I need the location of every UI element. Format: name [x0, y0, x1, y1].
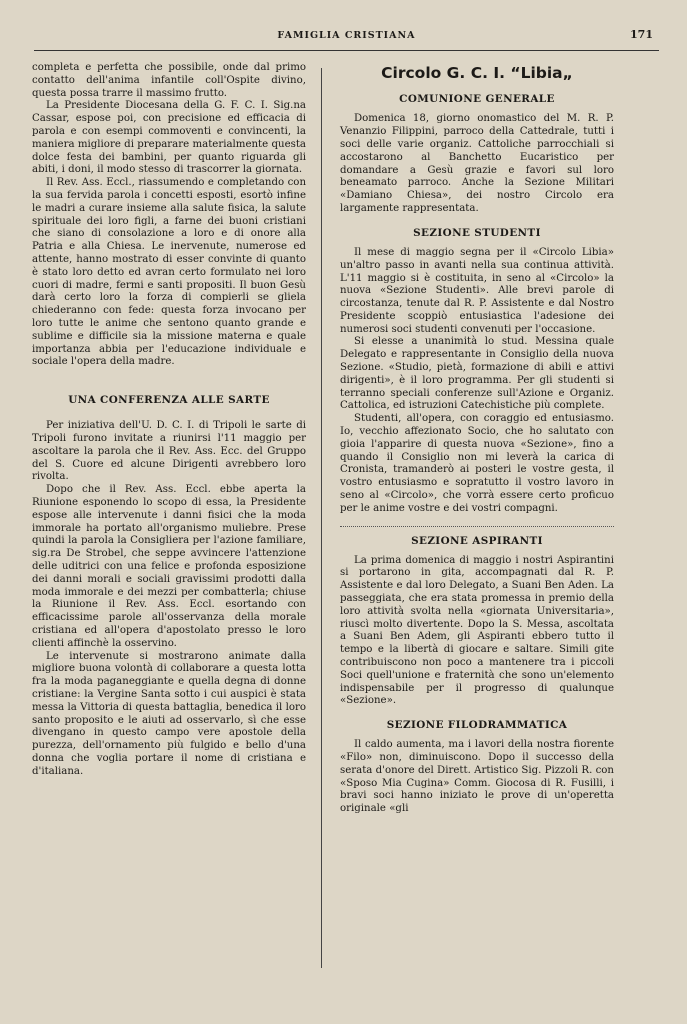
section-heading: SEZIONE STUDENTI	[413, 226, 541, 239]
right-column	[340, 62, 614, 816]
paragraph: Le intervenute si mostrarono animate dalla migliore buona volontà di collaborare a questa lotta fra la moda paganeggiante e quella degna di donne cristiane: la Vergine Santa sotto i cui auspici è stata messa la Vittoria di questa battaglia, benedica il loro santo proposito e le aiuti ad osservarlo, sì che esse divengano in questo campo vere apostole della purezza, dell'ornamento più fulgido e bello d'una donna che voglia portare il nome di cristiana e d'italiana.	[32, 650, 306, 777]
paragraph: Studenti, all'opera, con coraggio ed entusiasmo. Io, vecchio affezionato Socio, che ho salutato con gioia l'apparire di questa nuova «Sezione», fino a quando il Consiglio non mi leverà la carica di Cronista, tramanderò ai posteri le vostre gesta, il vostro entusiasmo e sopratutto il vostro lavoro in seno al «Circolo», che vorrà essere certo proficuo per le anime vostre e dei vostri compagni.	[340, 413, 614, 514]
section-heading: UNA CONFERENZA ALLE SARTE	[68, 394, 270, 407]
section-heading: SEZIONE ASPIRANTI	[411, 534, 543, 547]
left-column	[32, 62, 306, 778]
paragraph: Domenica 18, giorno onomastico del M. R. P. Venanzio Filippini, parroco della Cattedrale, tutti i soci delle varie organiz. Cattoliche parrocchiali si accostarono al Banchetto Eucaristico per domandare a Gesù grazie e favori sul loro beneamato parroco. Anche la Sezione Militari «Damiano Chiesa», dei nostro Circolo era largamente rappresentata.	[340, 113, 614, 215]
paragraph: Per iniziativa dell'U. D. C. I. di Tripoli le sarte di Tripoli furono invitate a riunirsi l'11 maggio per ascoltare la parola che il Rev. Ass. Ecc. del Gruppo del S. Cuore ed alcune Dirigenti avrebbero loro rivolta.	[32, 420, 306, 483]
magazine-title: FAMIGLIA CRISTIANA	[277, 30, 416, 41]
divider	[340, 526, 614, 527]
article-title: Circolo G. C. I. “Libia„	[381, 64, 573, 82]
section-heading: SEZIONE FILODRAMMATICA	[386, 719, 568, 732]
paragraph: La prima domenica di maggio i nostri Aspirantini si portarono in gita, accompagnati dal R. P. Assistente e dal loro Delegato, a Suani Ben Aden. La passeggiata, che era stata promessa in premio della loro attività svolta nella «giornata Universitaria», riuscì molto divertente. Dopo la S. Messa, ascoltata a Suani Ben Adem, gli Aspiranti ebbero tutto il tempo e la libertà di giocare e saltare. Simili gite contribuiscono non poco a mantenere tra i piccoli Soci quell'unione e fraternità che sono un'elemento indispensabile per il progresso di qualunque «Sezione».	[340, 554, 614, 707]
column-divider	[321, 68, 322, 968]
paragraph: Il Rev. Ass. Eccl., riassumendo e completando con la sua fervida parola i concetti esposti, esortò infine le madri a curare insieme alla salute fisica, la salute spirituale dei loro figli, a farne dei buoni cristiani che siano di consolazione a loro e di onore alla Patria e alla Chiesa. Le inervenute, numerose ed attente, hanno mostrato di esser convinte di quanto è stato loro detto ed avran certo formulato nei loro cuori di madre, fermi e santi propositi. Il buon Gesù darà certo loro la forza di compierli se gliela chiederanno con fede: questa forza invocano per loro tutte le anime che sentono quanto grande e sublime e difficile sia la missione materna e quale importanza abbia per l'educazione individuale e sociale l'opera della madre.	[32, 177, 306, 368]
paragraph: completa e perfetta che possibile, onde dal primo contatto dell'anima infantile coll'Ospite divino, questa possa trarre il massimo frutto.	[32, 62, 306, 99]
section-heading: COMUNIONE GENERALE	[399, 93, 555, 106]
paragraph: Si elesse a unanimità lo stud. Messina quale Delegato e rappresentante in Consiglio della nuova Sezione. «Studio, pietà, formazione di abili e attivi dirigenti», è il loro programma. Per gli studenti si terranno speciali conferenze sull'Azione e Organiz. Cattolica, ed istruzioni Catechistiche più complete.	[340, 336, 614, 412]
paragraph: Il mese di maggio segna per il «Circolo Libia» un'altro passo in avanti nella sua continua attività. L'11 maggio si è costituita, in seno al «Circolo» la nuova «Sezione Studenti». Alle brevi parole di circostanza, tenute dal R. P. Assistente e dal Nostro Presidente scoppiò entusiastica l'adesione dei numerosi soci studenti convenuti per l'occasione.	[340, 246, 614, 335]
paragraph: Il caldo aumenta, ma i lavori della nostra fiorente «Filo» non, diminuiscono. Dopo il successo della serata d'onore del Dirett. Artistico Sig. Pizzoli R. con «Sposo Mia Cugina» Comm. Giocosa di R. Fusilli, i bravi soci hanno iniziato le prove di un'operetta originale «gli	[340, 739, 614, 815]
page-header	[34, 28, 659, 51]
page-number: 171	[630, 28, 653, 41]
paragraph: La Presidente Diocesana della G. F. C. I. Sig.na Cassar, espose poi, con precisione ed efficacia di parola e con esempi commoventi e convincenti, la maniera migliore di preparare materialmente questa dolce festa dei bambini, per quanto riguarda gli abiti, i doni, il modo stesso di trascorrer la giornata.	[32, 100, 306, 176]
paragraph: Dopo che il Rev. Ass. Eccl. ebbe aperta la Riunione esponendo lo scopo di essa, la Presidente espose alle intervenute i danni fisici che la moda immorale ha portato all'organismo muliebre. Prese quindi la parola la Consigliera per l'azione familiare, sig.ra De Strobel, che seppe avvincere l'attenzione delle uditrici con una felice e profonda esposizione dei danni morali e sociali gravissimi prodotti dalla moda immorale e dei mezzi per combatterla; chiuse la Riunione il Rev. Ass. Eccl. esortando con efficacissime parole all'osservanza della morale cristiana ed all'opera d'apostolato presso le loro clienti affinchè la osservino.	[32, 484, 306, 649]
